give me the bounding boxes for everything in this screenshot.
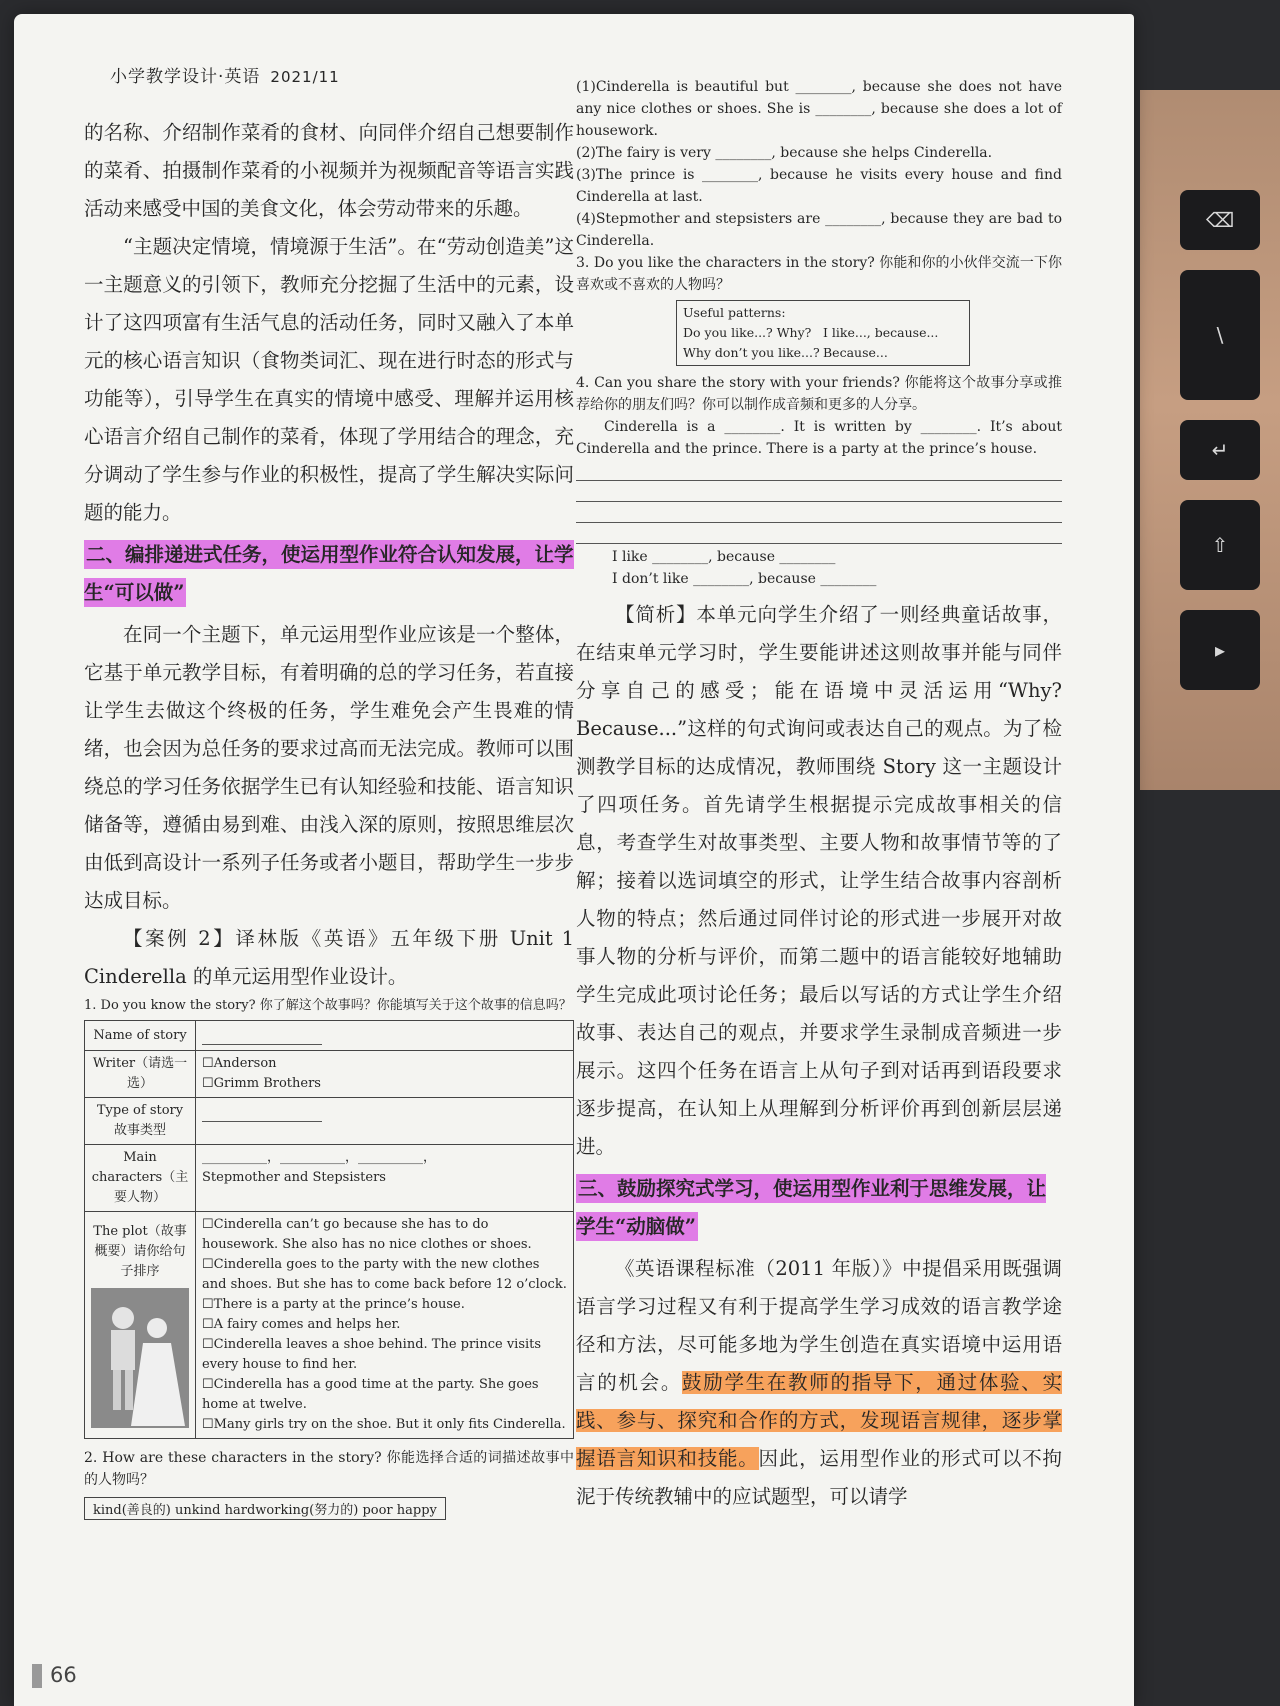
plot-item[interactable]: ☐A fairy comes and helps her. [202,1317,401,1332]
sentence-3: (3)The prince is ________, because he visits every house and find Cinderella at last. [576,167,1062,205]
laptop-keyboard [1140,90,1280,790]
table-label: The plot（故事概要）请你给句子排序 [93,1224,187,1279]
paragraph-text: 《英语课程标准（2011 年版）》中提倡采用既强调语言学习过程又有利于提高学生学习成效的语言教学途径和方法，尽可能多地为学生创造在真实语境中运用语言的机会。 [576,1257,1062,1394]
plot-item[interactable]: ☐Cinderella has a good time at the party. She goes home at twelve. [202,1377,539,1412]
magazine-page [14,14,1134,1706]
sentence-2: (2)The fairy is very ________, because she helps Cinderella. [576,145,993,161]
pattern: Do you like...? Why? [683,325,812,340]
plot-label-cell [85,1212,196,1439]
table-label: Main characters（主要人物） [85,1145,196,1212]
plot-item[interactable]: ☐Cinderella leaves a shoe behind. The prince visits every house to find her. [202,1337,542,1372]
writing-line[interactable] [576,525,1062,544]
arrow-key-icon: ▸ [1180,610,1260,690]
sentence-4: (4)Stepmother and stepsisters are ________, because they are bad to Cinderella. [576,211,1062,249]
highlighted-text: 鼓励学生在教师的指导下，通过体验、实践、参与、探究和合作的方式，发现语言规律，逐步掌握语言知识和技能。 [576,1371,1062,1470]
footer-bar [32,1664,42,1688]
blank-line: __________，__________，__________， [202,1150,437,1165]
writer-options [196,1051,574,1098]
shift-key-icon: ⇧ [1180,500,1260,590]
journal-title: 小学教学设计·英语 [110,67,261,87]
plot-item[interactable]: ☐There is a party at the prince’s house. [202,1297,465,1312]
table-label: Type of story 故事类型 [85,1098,196,1145]
characters-value: Stepmother and Stepsisters [202,1170,386,1185]
paragraph [576,1250,1062,1516]
plot-item[interactable]: ☐Cinderella goes to the party with the new clothes and shoes. But she has to come back before 12 o’clock. [202,1257,567,1292]
case-title: 【案例 2】译林版《英语》五年级下册 Unit 1 Cinderella 的单元运用型作业设计。 [84,927,574,988]
cinderella-illustration [91,1288,189,1428]
pattern: Why don’t you like...? [683,345,820,360]
table-label: Writer（请选一选） [85,1051,196,1098]
right-column [576,76,1062,1516]
pattern: I like..., because... [823,325,939,340]
pattern [823,303,963,323]
sentence-1: (1)Cinderella is beautiful but ________, because she does not have any nice clothes or shoes. She is ________, because she does a lot of housework. [576,79,1062,139]
page-footer [32,1663,77,1688]
checkbox-option[interactable]: ☐Anderson [202,1056,277,1071]
pattern: Because... [823,345,888,360]
name-blank [196,1021,574,1051]
pattern: Useful patterns: [683,305,786,320]
main-characters [196,1145,574,1212]
page-header [110,62,340,87]
paragraph: 的名称、介绍制作菜肴的食材、向同伴介绍自己想要制作的菜肴、拍摄制作菜肴的小视频并为视频配音等语言实践活动来感受中国的美食文化，体会劳动带来的乐趣。 [84,121,574,220]
plot-item[interactable]: ☐Cinderella can’t go because she has to do housework. She also has no nice clothes or shoes. [202,1217,532,1252]
fill-paragraph: Cinderella is a ________. It is written by ________. It’s about Cinderella and the prince. There is a party at the prince’s house. [576,419,1062,457]
issue-date: 2021/11 [270,68,340,86]
paragraph: “主题决定情境，情境源于生活”。在“劳动创造美”这一主题意义的引领下，教师充分挖掘了生活中的元素，设计了这四项富有生活气息的活动任务，同时又融入了本单元的核心语言知识（食物类词汇、现在进行时态的形式与功能等），引导学生在真实的情境中感受、理解并运用核心语言介绍自己制作的菜肴，体现了学用结合的理念，充分调动了学生参与作业的积极性，提高了学生解决实际问题的能力。 [84,235,574,524]
analysis-paragraph: 【简析】本单元向学生介绍了一则经典童话故事，在结束单元学习时，学生要能讲述这则故事并能与同伴分享自己的感受；能在语境中灵活运用“Why? Because...”这样的句式询问或表达自己的观点。为了检测教学目标的达成情况，教师围绕 Story 这一主题设计了四项任务。首先请学生根据提示完成故事相关的信息，考查学生对故事类型、主要人物和故事情节等的了解；接着以选词填空的形式，让学生结合故事内容剖析人物的特点；然后通过同伴讨论的形式进一步展开对故事人物的分析与评价，而第二题中的语言能较好地辅助学生完成此项讨论任务；最后以写话的方式让学生介绍故事、表达自己的观点，并要求学生录制成音频进一步展示。这四个任务在语言上从句子到对话再到语段要求逐步提高，在认知上从理解到分析评价再到创新层层递进。 [576,603,1062,1158]
left-column [84,114,574,1520]
table-label: Name of story [85,1021,196,1051]
slash-key: \ [1180,270,1260,400]
paragraph-text: 因此，运用型作业的形式可以不拘泥于传统教辅中的应试题型，可以请学 [576,1447,1062,1508]
plot-list [196,1212,574,1439]
question-4: 4. Can you share the story with your friends? 你能将这个故事分享或推荐给你的朋友们吗？你可以制作成音频和更多的人分享。 [576,375,1062,413]
checkbox-option[interactable]: ☐Grimm Brothers [202,1076,321,1091]
writing-line[interactable] [576,483,1062,502]
question-2: 2. How are these characters in the story? 你能选择合适的词描述故事中的人物吗？ [84,1450,574,1488]
section-heading: 三、鼓励探究式学习，使运用型作业利于思维发展，让学生“动脑做” [576,1170,1062,1246]
writing-line[interactable] [576,462,1062,481]
type-blank [196,1098,574,1145]
paragraph: 在同一个主题下，单元运用型作业应该是一个整体，它基于单元教学目标，有着明确的总的学习任务，若直接让学生去做这个终极的任务，学生难免会产生畏难的情绪，也会因为总任务的要求过高而无法完成。教师可以围绕总的学习任务依据学生已有认知经验和技能、语言知识储备等，遵循由易到难、由浅入深的原则，按照思维层次由低到高设计一系列子任务或者小题目，帮助学生一步步达成目标。 [84,623,574,912]
question-3: 3. Do you like the characters in the story? 你能和你的小伙伴交流一下你喜欢或不喜欢的人物吗？ [576,255,1062,293]
useful-patterns-box [676,300,970,366]
story-table [84,1020,574,1439]
plot-item[interactable]: ☐Many girls try on the shoe. But it only fits Cinderella. [202,1417,566,1432]
question-1: 1. Do you know the story? 你了解这个故事吗？你能填写关于这个故事的信息吗？ [84,998,572,1013]
word-bank: kind(善良的) unkind hardworking(努力的) poor happy [84,1497,446,1520]
delete-key-icon: ⌫ [1180,190,1260,250]
dislike-sentence: I don’t like ________, because ________ [612,571,877,587]
writing-line[interactable] [576,504,1062,523]
return-key-icon: ↵ [1180,420,1260,480]
page-number: 66 [50,1663,77,1687]
like-sentence: I like ________, because ________ [612,549,836,565]
section-heading: 二、编排递进式任务，使运用型作业符合认知发展，让学生“可以做” [84,536,574,612]
